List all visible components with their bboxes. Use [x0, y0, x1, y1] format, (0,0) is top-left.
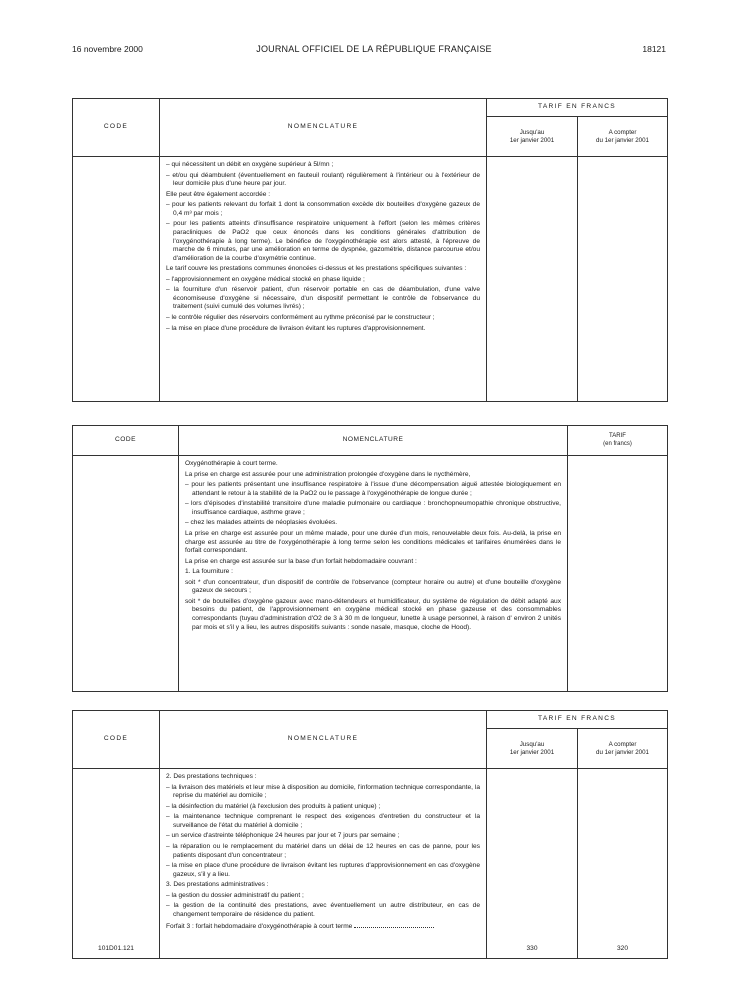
- tarif-francs-header: TARIF EN FRANCS: [487, 99, 668, 117]
- paragraph: soit * d'un concentrateur, d'un dispositif de contrôle de l'observance (compteur horaire ou autre) et d'une bouteille d'oxygène gazeux de secours ;: [185, 578, 561, 595]
- from-date: du 1er janvier 2001: [596, 748, 649, 756]
- paragraph: – la désinfection du matériel (à l'exclusion des produits à patient unique) ;: [166, 802, 381, 810]
- paragraph: – la gestion de la continuité des prestations, avec éventuellement un autre distributeur, en cas de changement temporaire de résidence du patient.: [166, 902, 480, 918]
- paragraph: – la réparation ou le remplacement du matériel dans un délai de 12 heures en cas de panne, pour les patients disposant d'un concentrateur ;: [166, 842, 480, 859]
- paragraph: Elle peut être également accordée :: [166, 190, 271, 198]
- paragraph: – le contrôle régulier des réservoirs conformément au rythme préconisé par le constructeur ;: [166, 314, 435, 321]
- paragraph: – et/ou qui déambulent (éventuellement en fauteuil roulant) régulièrement à l'intérieur ou à l'extérieur de leur domicile plus d'une heure par jour.: [166, 171, 480, 188]
- header-title: JOURNAL OFFICIEL DE LA RÉPUBLIQUE FRANÇAISE: [256, 44, 492, 54]
- tarif-unit: (en francs): [603, 440, 632, 447]
- paragraph: – la maintenance technique comprenant le respect des exigences d'entretien du constructeur et la surveillance de l'état du matériel à domicile ;: [166, 813, 480, 829]
- code-header: CODE: [73, 711, 160, 769]
- paragraph: – la mise en place d'une procédure de livraison évitant les ruptures d'approvisionnement en cas d'oxygène gazeux, s'il y a lieu.: [166, 862, 480, 878]
- tarif-after-value: 320: [578, 769, 668, 959]
- from-label: A compter: [608, 128, 637, 136]
- paragraph: – pour les patients présentant une insuffisance respiratoire à l'issue d'une décompensation aiguë attestée biologiquement en attendant le retour à la stabilité de la PaO2 ou le passage à l'oxygénothérapie de longue durée ;: [185, 481, 561, 497]
- header-date: 16 novembre 2000: [72, 44, 143, 54]
- paragraph: – l'approvisionnement en oxygène médical stocké en phase liquide ;: [166, 275, 365, 283]
- paragraph: La prise en charge est assurée pour une administration prolongée d'oxygène dans le nycthémère,: [185, 470, 471, 478]
- tariff-table-1: [72, 98, 668, 402]
- code-header: CODE: [73, 426, 179, 456]
- paragraph: La prise en charge est assurée sur la base d'un forfait hebdomadaire couvrant :: [185, 557, 417, 565]
- paragraph: – la fourniture d'un réservoir patient, d'un réservoir portable en cas de déambulation, d'une valve économiseuse d'oxygène si nécessaire, d'un dispositif permettant le contrôle de l'observance du traitement (suivi cumulé des volumes livrés) ;: [166, 286, 480, 311]
- paragraph: – pour les patients atteints d'insuffisance respiratoire uniquement à l'effort (selon les mêmes critères paracliniques de PaO2 que ceux énoncés dans les conditions générales d'attribution de l'oxygénothérapie à long terme). Le bénéfice de l'oxygénothérapie est alors attesté, à l'épreuve de marche de 6 minutes, par une amélioration en terme de dyspnée, gazométrie, distance parcourue et/ou d'amélioration de la courbe d'oxymétrie continue.: [166, 220, 480, 262]
- paragraph: – la gestion du dossier administratif du patient ;: [166, 891, 304, 899]
- until-date: 1er janvier 2001: [509, 748, 555, 756]
- tarif-before-cell: [487, 157, 578, 402]
- paragraph: – un service d'astreinte téléphonique 24 heures par jour et 7 jours par semaine ;: [166, 832, 400, 840]
- tarif-cell: [568, 456, 668, 692]
- until-label: Jusqu'au: [519, 128, 545, 136]
- paragraph: – pour les patients relevant du forfait 1 dont la consommation excède dix bouteilles d'oxygène gazeux de 0,4 m³ par mois ;: [166, 201, 480, 217]
- paragraph: – qui nécessitent un débit en oxygène supérieur à 5l/mn ;: [166, 161, 334, 168]
- until-date: 1er janvier 2001: [509, 136, 555, 144]
- paragraph: – la livraison des matériels et leur mise à disposition au domicile, l'information technique correspondante, la reprise du matériel au domicile ;: [166, 783, 480, 800]
- paragraph: 1. La fourniture :: [185, 568, 234, 576]
- code-cell: 101D01.121: [73, 769, 160, 959]
- nomenclature-text: [160, 157, 487, 402]
- paragraph: 2. Des prestations techniques :: [166, 773, 257, 780]
- nomenclature-text: [160, 769, 487, 959]
- paragraph: soit * de bouteilles d'oxygène gazeux avec mano-détendeurs et humidificateur, du système de régulation de débit adapté aux besoins du patient, de l'approvisionnement en oxygène médical stocké en phase gazeuse et des consommables correspondants (tuyau d'administration d'O2 de 3 à 30 m de longueur, lunette à usage personnel, à raison d' environ 2 unités par mois et s'il y a lieu, les autres dispositifs suivants : sonde nasale, masque, cloche de Hood).: [185, 597, 561, 631]
- final-label-text: Forfait 3 : forfait hebdomadaire d'oxygénothérapie à court terme: [166, 923, 353, 931]
- paragraph: La prise en charge est assurée pour un même malade, pour une durée d'un mois, renouvelable deux fois. Au-delà, la prise en charge est assurée au titre de l'oxygénothérapie à long terme selon les conditions médicales et tarifaires énumérées dans le forfait correspondant.: [185, 529, 561, 555]
- paragraph: Oxygénothérapie à court terme.: [185, 460, 278, 467]
- until-label: Jusqu'au: [519, 740, 545, 748]
- header-page-number: 18121: [642, 44, 666, 54]
- tariff-table-3: [72, 710, 668, 959]
- paragraph: – la mise en place d'une procédure de livraison évitant les ruptures d'approvisionnement.: [166, 324, 426, 332]
- from-date-header: [578, 729, 668, 769]
- until-date-header: [487, 729, 578, 769]
- nomenclature-header: NOMENCLATURE: [160, 99, 487, 157]
- final-row-label: [166, 923, 480, 932]
- nomenclature-header: NOMENCLATURE: [160, 711, 487, 769]
- tarif-label: TARIF: [609, 433, 626, 440]
- nomenclature-text: [179, 456, 568, 692]
- tariff-table-2: [72, 425, 668, 692]
- paragraph: 3. Des prestations administratives :: [166, 881, 269, 889]
- paragraph: Le tarif couvre les prestations communes énoncées ci-dessus et les prestations spécifiques suivantes :: [166, 265, 467, 273]
- tarif-before-value: 330: [487, 769, 578, 959]
- code-header: CODE: [73, 99, 160, 157]
- nomenclature-header: NOMENCLATURE: [179, 426, 568, 456]
- dotted-leader: [354, 927, 434, 928]
- code-cell: [73, 157, 160, 402]
- code-cell: [73, 456, 179, 692]
- until-date-header: [487, 117, 578, 157]
- from-label: A compter: [608, 740, 637, 748]
- tarif-francs-header: TARIF EN FRANCS: [487, 711, 668, 729]
- paragraph: – lors d'épisodes d'instabilité transitoire d'une maladie pulmonaire ou cardiaque : bronchopneumopathie chronique obstructive, insuffisance cardiaque, asthme grave ;: [185, 500, 561, 516]
- tarif-header: [568, 426, 668, 456]
- tarif-after-cell: [578, 157, 668, 402]
- paragraph: – chez les malades atteints de néoplasies évoluées.: [185, 519, 338, 527]
- from-date-header: [578, 117, 668, 157]
- from-date: du 1er janvier 2001: [596, 136, 649, 144]
